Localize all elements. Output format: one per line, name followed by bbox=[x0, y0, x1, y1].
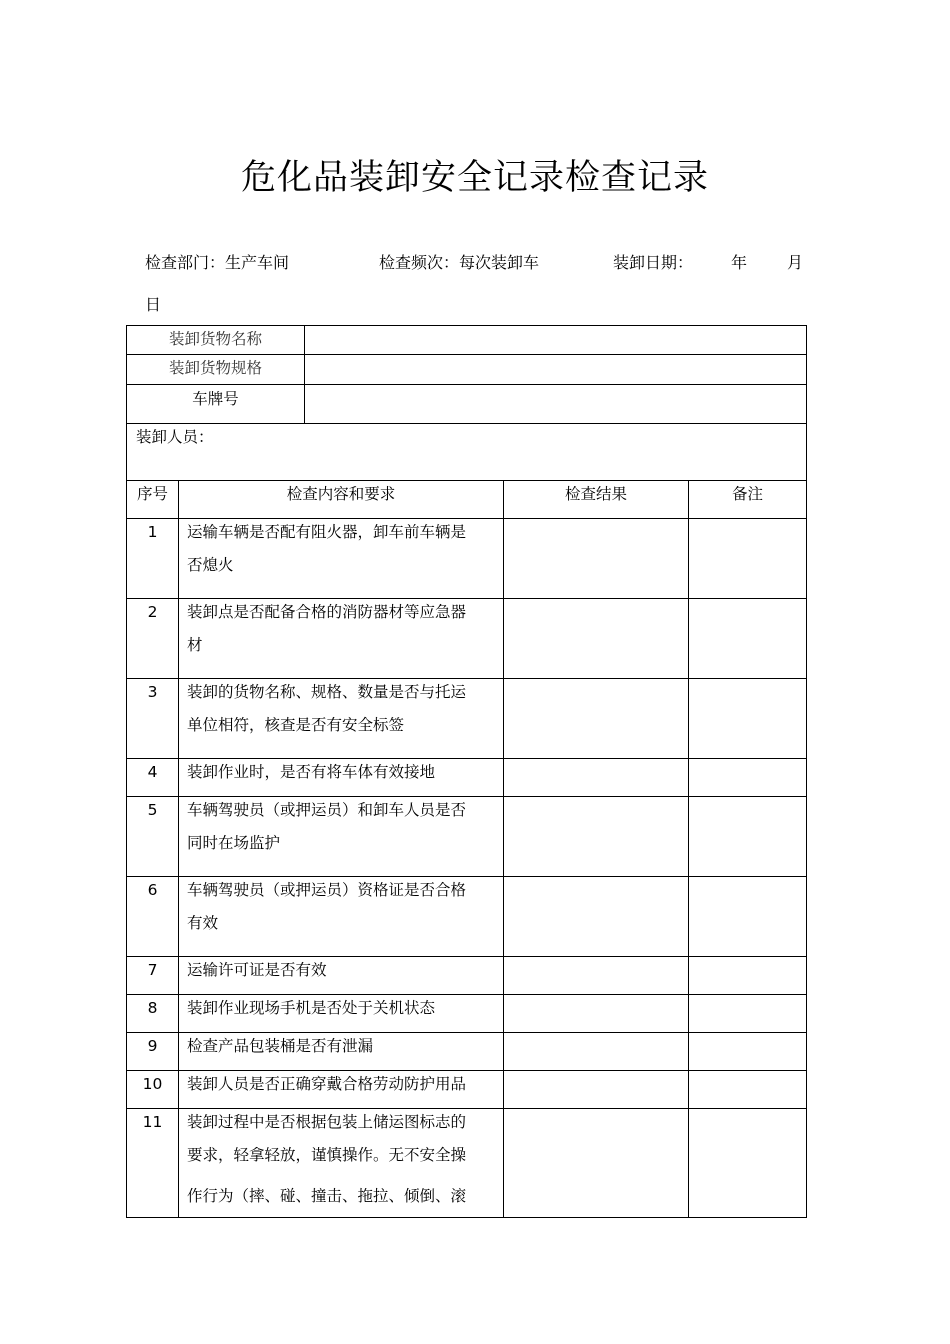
row-content bbox=[179, 995, 504, 1033]
header-result: 检查结果 bbox=[504, 481, 689, 519]
result-cell[interactable] bbox=[504, 797, 689, 877]
item-rows bbox=[127, 519, 807, 1218]
table-row bbox=[127, 599, 807, 679]
row-number: 3 bbox=[127, 679, 179, 759]
table-row bbox=[127, 759, 807, 797]
row-content-line: 否熄火 bbox=[187, 556, 234, 574]
row-number: 11 bbox=[127, 1109, 179, 1218]
row-content-line: 装卸点是否配备合格的消防器材等应急器 bbox=[187, 603, 467, 621]
note-cell[interactable] bbox=[689, 877, 807, 957]
result-cell[interactable] bbox=[504, 957, 689, 995]
result-cell[interactable] bbox=[504, 759, 689, 797]
row-content-line: 装卸过程中是否根据包装上储运图标志的 bbox=[187, 1113, 467, 1131]
inspection-department: 检查部门：生产车间 bbox=[145, 253, 290, 272]
page-title: 危化品装卸安全记录检查记录 bbox=[240, 158, 709, 198]
table-row bbox=[127, 1071, 807, 1109]
row-content-line: 装卸作业现场手机是否处于关机状态 bbox=[187, 999, 436, 1017]
row-content-line: 材 bbox=[187, 636, 203, 654]
row-content bbox=[179, 797, 504, 877]
table-row bbox=[127, 1033, 807, 1071]
personnel-field[interactable] bbox=[127, 424, 807, 481]
row-number: 2 bbox=[127, 599, 179, 679]
row-content-line: 检查产品包装桶是否有泄漏 bbox=[187, 1037, 374, 1055]
goods-spec-field[interactable] bbox=[305, 355, 807, 385]
result-cell[interactable] bbox=[504, 519, 689, 599]
month-label: 月 bbox=[786, 253, 803, 272]
result-cell[interactable] bbox=[504, 877, 689, 957]
row-content bbox=[179, 599, 504, 679]
goods-name-field[interactable] bbox=[305, 326, 807, 355]
result-cell[interactable] bbox=[504, 995, 689, 1033]
table-row bbox=[127, 957, 807, 995]
note-cell[interactable] bbox=[689, 759, 807, 797]
row-content-line: 装卸的货物名称、规格、数量是否与托运 bbox=[187, 683, 467, 701]
note-cell[interactable] bbox=[689, 1071, 807, 1109]
note-cell[interactable] bbox=[689, 1109, 807, 1218]
day-label: 日 bbox=[145, 295, 162, 314]
row-content-line: 同时在场监护 bbox=[187, 834, 281, 852]
row-content bbox=[179, 1033, 504, 1071]
row-number: 4 bbox=[127, 759, 179, 797]
personnel-label: 装卸人员： bbox=[136, 428, 214, 446]
inspection-frequency: 检查频次：每次装卸车 bbox=[379, 253, 540, 272]
row-content-line: 单位相符，核查是否有安全标签 bbox=[187, 716, 405, 734]
result-cell[interactable] bbox=[504, 1109, 689, 1218]
table-row bbox=[127, 995, 807, 1033]
note-cell[interactable] bbox=[689, 995, 807, 1033]
row-content-line: 要求，轻拿轻放，谨慎操作。无不安全操 bbox=[187, 1146, 467, 1164]
row-content bbox=[179, 759, 504, 797]
note-cell[interactable] bbox=[689, 599, 807, 679]
row-content bbox=[179, 877, 504, 957]
row-content-line: 运输车辆是否配有阻火器，卸车前车辆是 bbox=[187, 523, 467, 541]
row-number: 7 bbox=[127, 957, 179, 995]
goods-name-label: 装卸货物名称 bbox=[127, 326, 305, 355]
date-year-month bbox=[731, 250, 803, 273]
table-row bbox=[127, 797, 807, 877]
row-number: 9 bbox=[127, 1033, 179, 1071]
plate-field[interactable] bbox=[305, 385, 807, 424]
plate-label: 车牌号 bbox=[127, 385, 305, 424]
row-content-line: 装卸作业时，是否有将车体有效接地 bbox=[187, 763, 436, 781]
table-row bbox=[127, 1109, 807, 1218]
loading-date bbox=[613, 250, 803, 273]
row-content-line: 运输许可证是否有效 bbox=[187, 961, 327, 979]
row-number: 5 bbox=[127, 797, 179, 877]
year-label: 年 bbox=[731, 253, 748, 272]
table-row bbox=[127, 877, 807, 957]
result-cell[interactable] bbox=[504, 679, 689, 759]
table-row bbox=[127, 679, 807, 759]
row-content-line: 有效 bbox=[187, 914, 219, 932]
date-label: 装卸日期： bbox=[613, 253, 694, 272]
row-number: 8 bbox=[127, 995, 179, 1033]
note-cell[interactable] bbox=[689, 797, 807, 877]
note-cell[interactable] bbox=[689, 519, 807, 599]
row-content-line: 装卸人员是否正确穿戴合格劳动防护用品 bbox=[187, 1075, 467, 1093]
result-cell[interactable] bbox=[504, 1033, 689, 1071]
table-row bbox=[127, 519, 807, 599]
row-number: 6 bbox=[127, 877, 179, 957]
result-cell[interactable] bbox=[504, 599, 689, 679]
row-number: 1 bbox=[127, 519, 179, 599]
goods-spec-label: 装卸货物规格 bbox=[127, 355, 305, 385]
note-cell[interactable] bbox=[689, 679, 807, 759]
note-cell[interactable] bbox=[689, 1033, 807, 1071]
row-content-line: 作行为（摔、碰、撞击、拖拉、倾倒、滚 bbox=[187, 1187, 467, 1205]
row-content bbox=[179, 1071, 504, 1109]
header-note: 备注 bbox=[689, 481, 807, 519]
inspection-table bbox=[126, 325, 807, 1218]
row-content bbox=[179, 679, 504, 759]
header-content: 检查内容和要求 bbox=[179, 481, 504, 519]
row-content-line: 车辆驾驶员（或押运员）和卸车人员是否 bbox=[187, 801, 467, 819]
note-cell[interactable] bbox=[689, 957, 807, 995]
row-content-line: 车辆驾驶员（或押运员）资格证是否合格 bbox=[187, 881, 467, 899]
row-content bbox=[179, 1109, 504, 1218]
row-number: 10 bbox=[127, 1071, 179, 1109]
row-content bbox=[179, 957, 504, 995]
header-seq: 序号 bbox=[127, 481, 179, 519]
result-cell[interactable] bbox=[504, 1071, 689, 1109]
row-content bbox=[179, 519, 504, 599]
